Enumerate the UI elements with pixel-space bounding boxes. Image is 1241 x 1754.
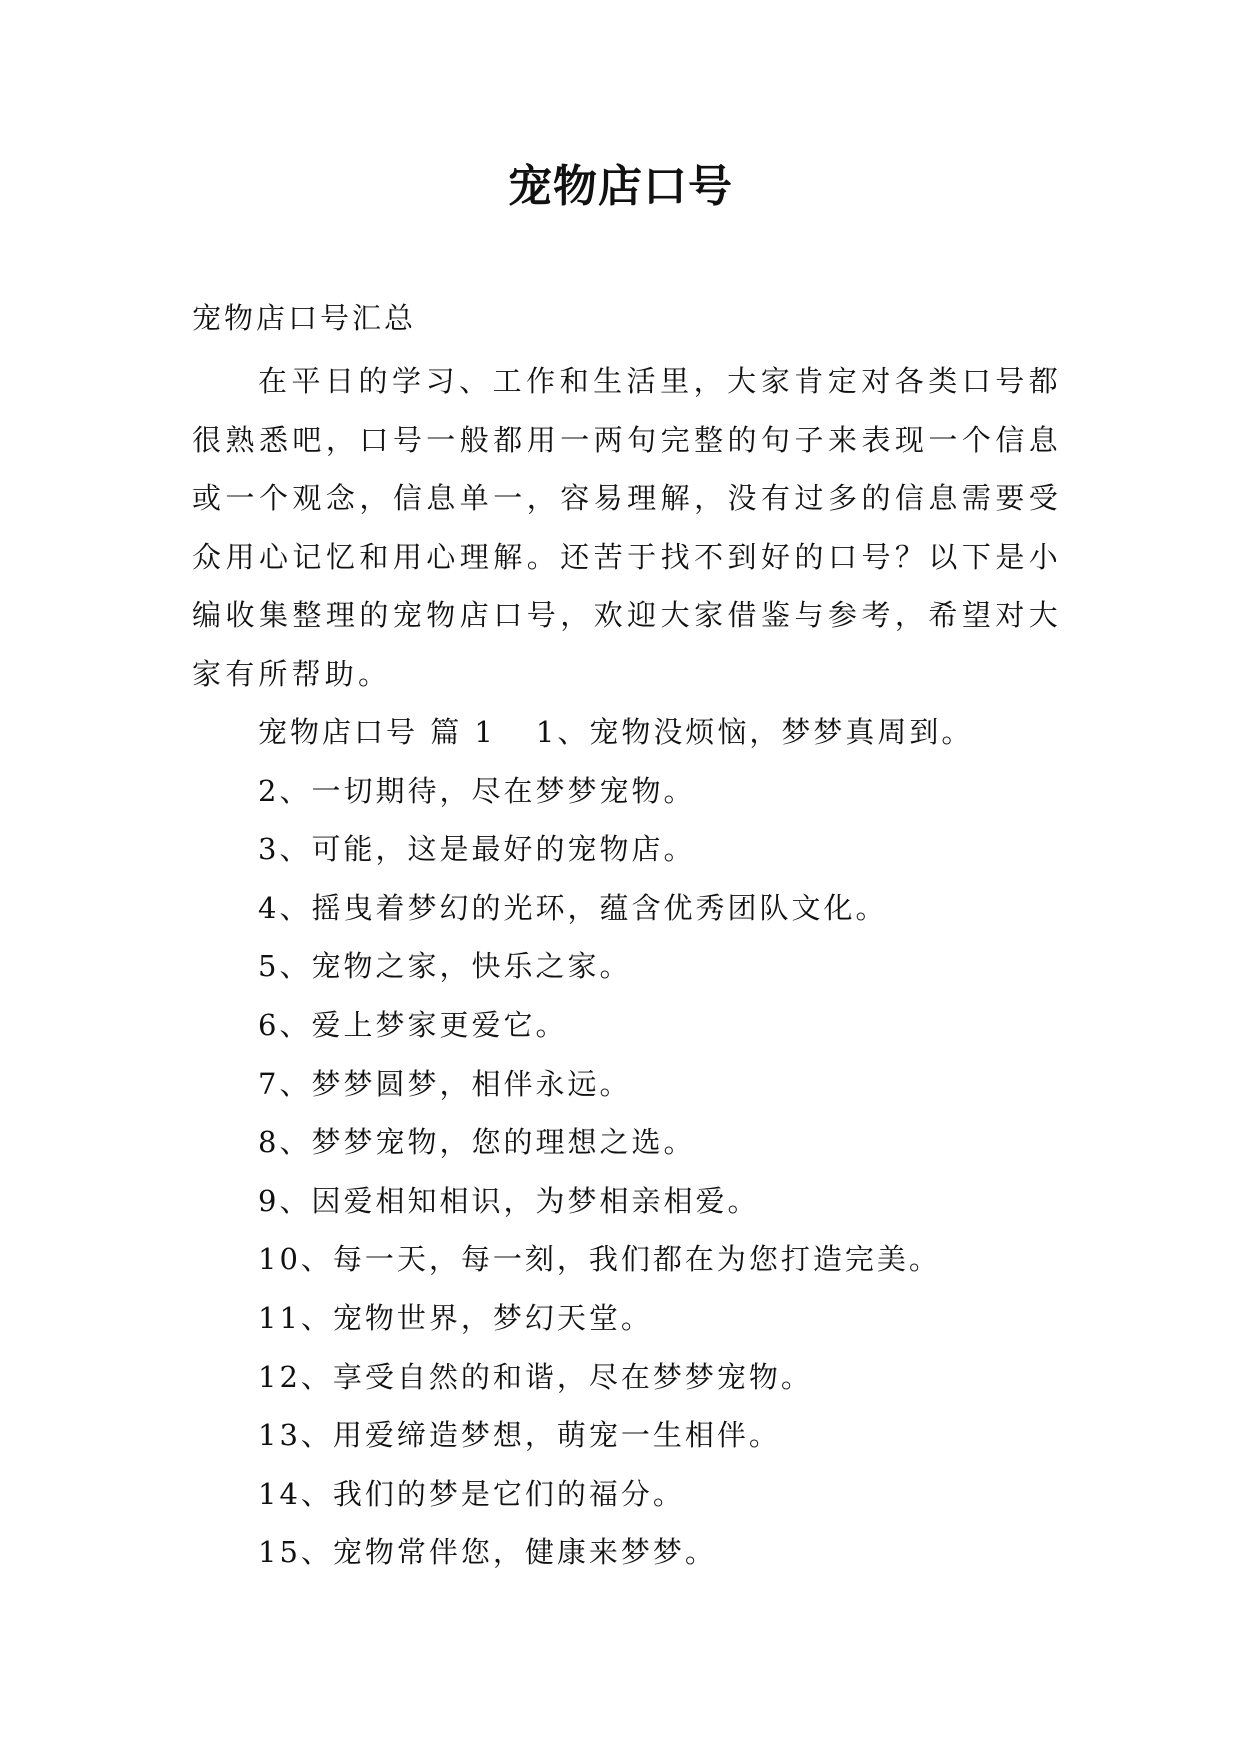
slogan-item: 4、摇曳着梦幻的光环，蕴含优秀团队文化。	[258, 890, 888, 925]
slogan-item: 14、我们的梦是它们的福分。	[258, 1476, 685, 1511]
slogan-item: 5、宠物之家，快乐之家。	[258, 949, 632, 984]
slogan-item: 1、宠物没烦恼，梦梦真周到。	[535, 715, 974, 749]
document-subtitle: 宠物店口号汇总	[192, 301, 417, 335]
document-title: 宠物店口号	[508, 161, 733, 212]
slogan-list	[258, 703, 941, 1582]
slogan-item: 9、因爱相知相识，为梦相亲相爱。	[258, 1183, 760, 1218]
slogan-item: 12、享受自然的和谐，尽在梦梦宠物。	[258, 1359, 813, 1394]
slogan-item: 3、可能，这是最好的宠物店。	[258, 832, 696, 867]
intro-paragraph: 在平日的学习、工作和生活里，大家肯定对各类口号都很熟悉吧，口号一般都用一两句完整的句子来表现一个信息或一个观念，信息单一，容易理解，没有过多的信息需要受众用心记忆和用心理解。还苦于找不到好的口号？以下是小编收集整理的宠物店口号，欢迎大家借鉴与参考，希望对大家有所帮助。	[192, 364, 1062, 691]
section-heading: 宠物店口号 篇 1	[258, 715, 496, 749]
slogan-item: 7、梦梦圆梦，相伴永远。	[258, 1066, 632, 1101]
slogan-item: 10、每一天，每一刻，我们都在为您打造完美。	[258, 1242, 941, 1277]
slogan-item: 15、宠物常伴您，健康来梦梦。	[258, 1535, 717, 1570]
slogan-item: 6、爱上梦家更爱它。	[258, 1007, 568, 1042]
slogan-item: 13、用爱缔造梦想，萌宠一生相伴。	[258, 1418, 781, 1453]
slogan-item: 8、梦梦宠物，您的理想之选。	[258, 1125, 696, 1160]
slogan-item: 2、一切期待，尽在梦梦宠物。	[258, 773, 696, 808]
slogan-item: 11、宠物世界，梦幻天堂。	[258, 1300, 653, 1335]
